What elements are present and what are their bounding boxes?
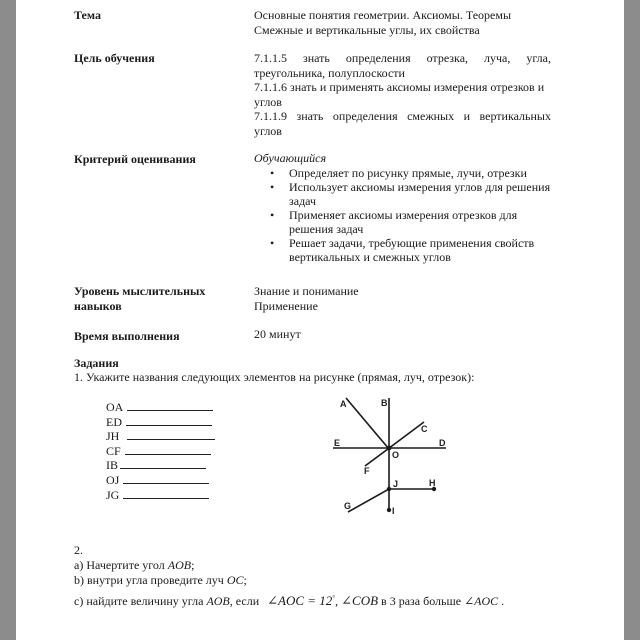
label-a: A [340,399,347,409]
topic-label: Тема [74,8,101,22]
goal-line: 7.1.1.5 знать определения отрезка, луча, угла, [254,51,551,65]
task2-b-text: b) внутри угла проведите луч [74,573,227,587]
element-name: ED [106,414,122,429]
label-f: F [364,466,370,476]
label-b: B [381,398,388,408]
element-name: CF [106,443,121,458]
task2-a [74,558,504,573]
criteria-label: Критерий оценивания [74,152,196,166]
element-name: IB [106,458,118,473]
time-label: Время выполнения [74,329,180,343]
label-e: E [334,438,341,448]
task2-c-text: в 3 раза больше [378,594,465,608]
label-d: D [439,438,446,448]
punct: ; [191,558,195,572]
skills-line: Применение [254,298,318,313]
topic-line: Смежные и вертикальные углы, их свойства [254,22,480,37]
task2-c [74,591,504,609]
point-o [387,446,392,451]
topic-line: Основные понятия геометрии. Аксиомы. Теоремы [254,8,512,22]
element-name: JH [106,429,120,444]
task2-number: 2. [74,543,83,557]
goal-line: 7.1.1.6 знать и применять аксиомы измерения отрезков и [254,80,545,94]
document-page [16,0,624,640]
angle-cob: ∠COB [341,593,379,608]
criteria-item-text: Применяет аксиомы измерения отрезков для решения задач [289,207,518,236]
goal-label: Цель обучения [74,51,155,65]
ray-jg [348,489,389,512]
task2-b [74,573,504,588]
label-j: J [393,479,399,489]
point-j [387,487,391,491]
label-o: O [392,450,400,460]
angle-name: AOB [167,558,192,572]
degree-sign: ° [332,594,336,602]
label-h: H [429,478,436,488]
task2-c-text: c) найдите величину угла [74,594,207,608]
task2-c-text: , если [229,594,263,608]
ray-name: OC [226,573,244,587]
criteria-item-text: Определяет по рисунку прямые, лучи, отрезки [289,165,527,180]
punct: . [498,594,505,608]
label-c: C [421,424,428,434]
skills-line: Знание и понимание [254,284,359,298]
element-name: OJ [106,472,120,487]
criteria-intro: Обучающийся [254,151,327,165]
time-value: 20 минут [254,327,301,341]
equation-aoc: ∠AOC = 12 [267,593,333,608]
skills-label-line: навыков [74,299,122,313]
task2-a-text: a) Начертите угол [74,558,168,572]
angle-name: AOB [206,594,230,608]
punct: , [335,594,342,608]
tasks-heading: Задания [74,356,119,370]
element-name: OA [106,400,124,414]
criteria-item-text: Решает задачи, требующие применения свойств вертикальных и смежных углов [289,235,535,264]
goal-line: углов [254,123,282,138]
angle-aoc: ∠AOC [464,594,499,608]
goal-line: треугольника, полуплоскости [254,65,405,80]
goal-line: углов [254,94,282,109]
element-name: JG [106,487,120,502]
label-i: I [392,506,395,516]
task1-text: 1. Укажите названия следующих элементов на рисунке (прямая, луч, отрезок): [74,370,475,384]
label-g: G [344,501,352,511]
task2 [74,543,504,609]
criteria-item-text: Использует аксиомы измерения углов для решения задач [289,179,551,208]
punct: ; [243,573,247,587]
goal-line: 7.1.1.9 знать определения смежных и вертикальных [254,109,551,123]
point-i [387,508,391,512]
skills-label-line: Уровень мыслительных [74,284,206,298]
